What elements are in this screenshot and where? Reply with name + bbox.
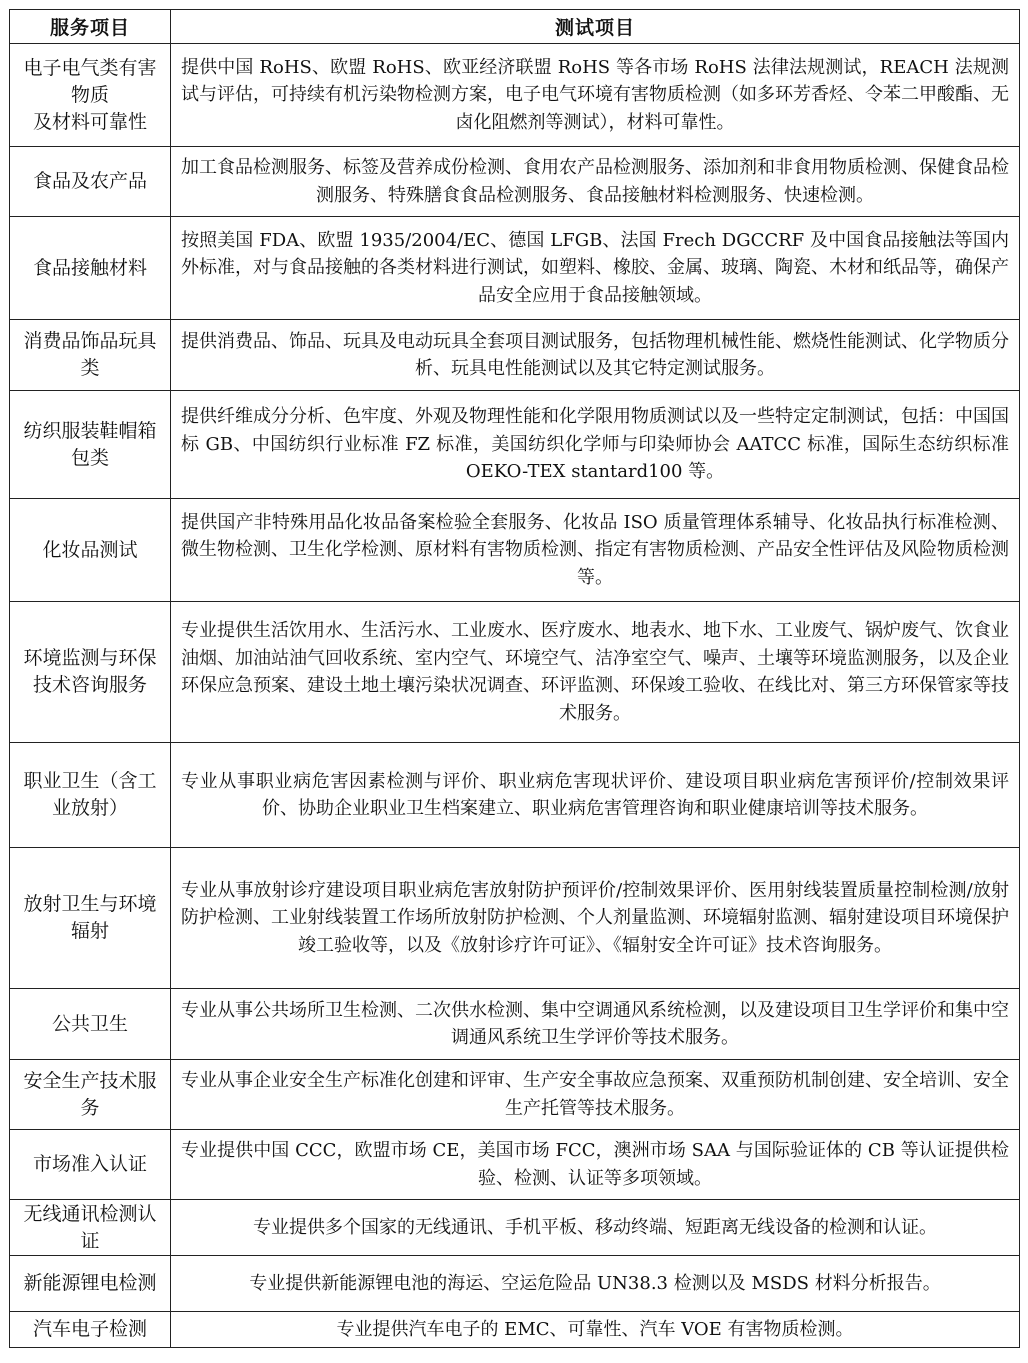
service-tests: 专业提供多个国家的无线通讯、手机平板、移动终端、短距离无线设备的检测和认证。 [171, 1200, 1020, 1256]
services-table [9, 9, 1020, 1348]
service-name: 消费品饰品玩具类 [10, 320, 171, 391]
column-header-tests: 测试项目 [171, 10, 1020, 44]
table-row [10, 1060, 1020, 1130]
service-tests: 加工食品检测服务、标签及营养成份检测、食用农产品检测服务、添加剂和非食用物质检测、保健食品检测服务、特殊膳食食品检测服务、食品接触材料检测服务、快速检测。 [171, 147, 1020, 217]
service-tests: 提供国产非特殊用品化妆品备案检验全套服务、化妆品 ISO 质量管理体系辅导、化妆品执行标准检测、微生物检测、卫生化学检测、原材料有害物质检测、指定有害物质检测、产品安全性评估及风险物质检测等。 [171, 499, 1020, 602]
service-name: 汽车电子检测 [10, 1312, 171, 1348]
service-tests: 专业提供中国 CCC，欧盟市场 CE，美国市场 FCC，澳洲市场 SAA 与国际验证体的 CB 等认证提供检验、检测、认证等多项领域。 [171, 1130, 1020, 1200]
service-tests: 按照美国 FDA、欧盟 1935/2004/EC、德国 LFGB、法国 Frech DGCCRF 及中国食品接触法等国内外标准，对与食品接触的各类材料进行测试，如塑料、橡胶、金属、玻璃、陶瓷、木材和纸品等，确保产品安全应用于食品接触领域。 [171, 217, 1020, 320]
service-name: 安全生产技术服务 [10, 1060, 171, 1130]
table-row [10, 1130, 1020, 1200]
service-name: 公共卫生 [10, 989, 171, 1060]
table-row [10, 499, 1020, 602]
service-name: 市场准入认证 [10, 1130, 171, 1200]
service-tests: 专业提供新能源锂电池的海运、空运危险品 UN38.3 检测以及 MSDS 材料分析报告。 [171, 1256, 1020, 1312]
table-row [10, 1200, 1020, 1256]
column-header-service: 服务项目 [10, 10, 171, 44]
table-header-row [10, 10, 1020, 44]
service-name: 新能源锂电检测 [10, 1256, 171, 1312]
table-row [10, 391, 1020, 499]
table-row [10, 602, 1020, 743]
page [9, 9, 1019, 1348]
service-name: 电子电气类有害物质 及材料可靠性 [10, 44, 171, 147]
service-tests: 专业提供汽车电子的 EMC、可靠性、汽车 VOE 有害物质检测。 [171, 1312, 1020, 1348]
service-tests: 提供消费品、饰品、玩具及电动玩具全套项目测试服务，包括物理机械性能、燃烧性能测试、化学物质分析、玩具电性能测试以及其它特定测试服务。 [171, 320, 1020, 391]
service-tests: 专业从事公共场所卫生检测、二次供水检测、集中空调通风系统检测，以及建设项目卫生学评价和集中空调通风系统卫生学评价等技术服务。 [171, 989, 1020, 1060]
service-name: 食品及农产品 [10, 147, 171, 217]
service-name: 职业卫生（含工业放射） [10, 743, 171, 848]
table-row [10, 147, 1020, 217]
table-row [10, 320, 1020, 391]
table-row [10, 743, 1020, 848]
service-tests: 专业从事放射诊疗建设项目职业病危害放射防护预评价/控制效果评价、医用射线装置质量控制检测/放射防护检测、工业射线装置工作场所放射防护检测、个人剂量监测、环境辐射监测、辐射建设项目环境保护竣工验收等，以及《放射诊疗许可证》、《辐射安全许可证》技术咨询服务。 [171, 848, 1020, 989]
service-tests: 专业从事企业安全生产标准化创建和评审、生产安全事故应急预案、双重预防机制创建、安全培训、安全生产托管等技术服务。 [171, 1060, 1020, 1130]
service-tests: 提供中国 RoHS、欧盟 RoHS、欧亚经济联盟 RoHS 等各市场 RoHS 法律法规测试，REACH 法规测试与评估，可持续有机污染物检测方案，电子电气环境有害物质检测（如多环芳香烃、令苯二甲酸酯、无卤化阻燃剂等测试），材料可靠性。 [171, 44, 1020, 147]
table-row [10, 217, 1020, 320]
table-row [10, 989, 1020, 1060]
service-name: 食品接触材料 [10, 217, 171, 320]
service-tests: 专业从事职业病危害因素检测与评价、职业病危害现状评价、建设项目职业病危害预评价/控制效果评价、协助企业职业卫生档案建立、职业病危害管理咨询和职业健康培训等技术服务。 [171, 743, 1020, 848]
service-tests: 专业提供生活饮用水、生活污水、工业废水、医疗废水、地表水、地下水、工业废气、锅炉废气、饮食业油烟、加油站油气回收系统、室内空气、环境空气、洁净室空气、噪声、土壤等环境监测服务，以及企业环保应急预案、建设土地土壤污染状况调查、环评监测、环保竣工验收、在线比对、第三方环保管家等技术服务。 [171, 602, 1020, 743]
table-row [10, 1312, 1020, 1348]
service-tests: 提供纤维成分分析、色牢度、外观及物理性能和化学限用物质测试以及一些特定定制测试，包括：中国国标 GB、中国纺织行业标准 FZ 标准，美国纺织化学师与印染师协会 AATCC 标准，国际生态纺织标准 OEKO-TEX stantard100 等。 [171, 391, 1020, 499]
table-row [10, 1256, 1020, 1312]
service-name: 纺织服装鞋帽箱包类 [10, 391, 171, 499]
service-name: 化妆品测试 [10, 499, 171, 602]
service-name: 环境监测与环保技术咨询服务 [10, 602, 171, 743]
service-name: 无线通讯检测认证 [10, 1200, 171, 1256]
table-row [10, 848, 1020, 989]
service-name: 放射卫生与环境辐射 [10, 848, 171, 989]
table-row [10, 44, 1020, 147]
